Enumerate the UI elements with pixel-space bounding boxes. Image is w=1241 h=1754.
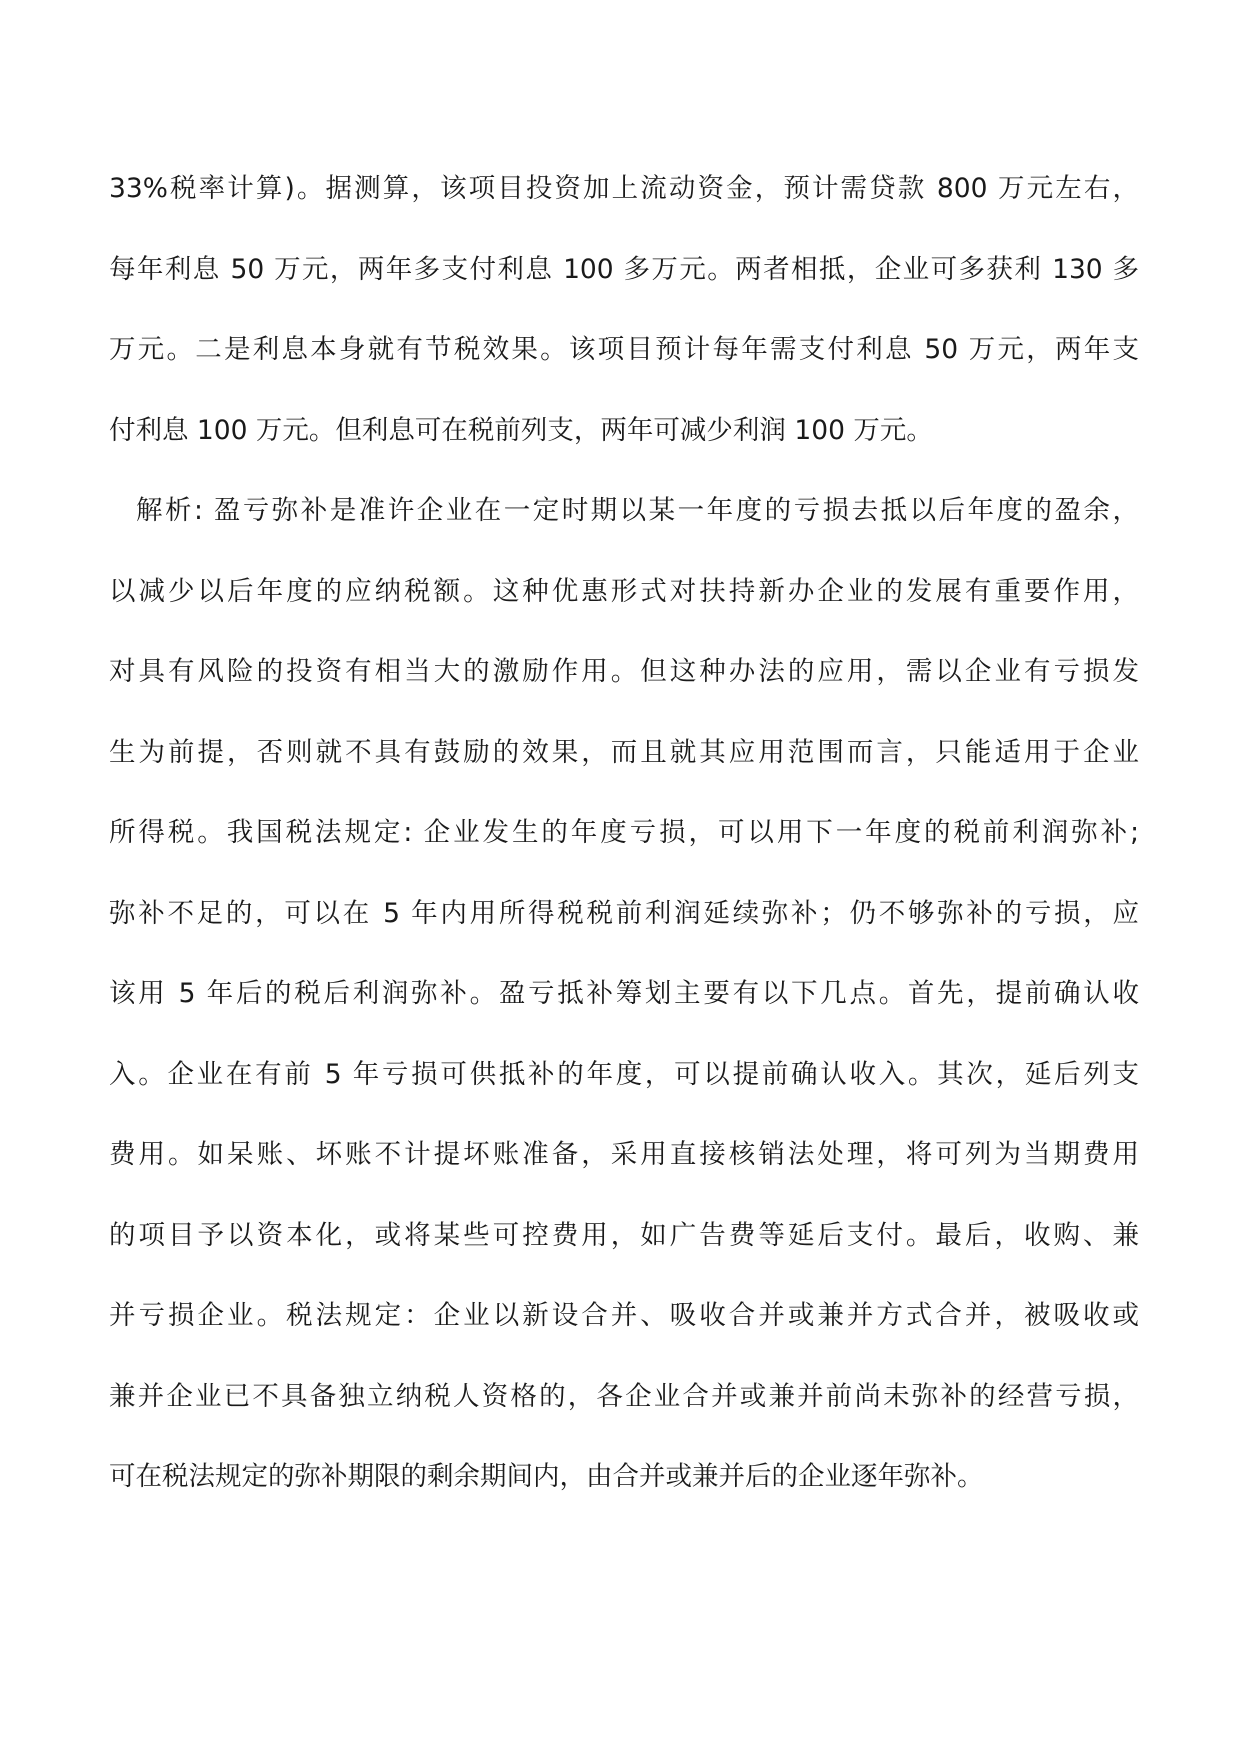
- text-line: 解析: 盈亏弥补是准许企业在一定时期以某一年度的亏损去抵以后年度的盈余，: [136, 495, 1139, 526]
- text-line: 可在税法规定的弥补期限的剩余期间内，由合并或兼并后的企业逐年弥补。: [109, 1461, 984, 1492]
- text-line: 所得税。我国税法规定: 企业发生的年度亏损，可以用下一年度的税前利润弥补;: [109, 817, 1139, 848]
- text-line: 每年利息 50 万元，两年多支付利息 100 多万元。两者相抵，企业可多获利 130 多: [109, 253, 1139, 285]
- text-line: 入。企业在有前 5 年亏损可供抵补的年度，可以提前确认收入。其次，延后列支: [109, 1058, 1139, 1090]
- paragraph-analysis: [109, 487, 1139, 1534]
- text-line: 33%税率计算)。据测算，该项目投资加上流动资金，预计需贷款 800 万元左右，: [109, 173, 1139, 204]
- text-line: 万元。二是利息本身就有节税效果。该项目预计每年需支付利息 50 万元，两年支: [109, 334, 1139, 365]
- text-line: 生为前提，否则就不具有鼓励的效果，而且就其应用范围而言，只能适用于企业: [109, 736, 1139, 768]
- body-text: [109, 165, 1139, 1534]
- text-line: 该用 5 年后的税后利润弥补。盈亏抵补筹划主要有以下几点。首先，提前确认收: [109, 978, 1139, 1009]
- text-line: 费用。如呆账、坏账不计提坏账准备，采用直接核销法处理，将可列为当期费用: [109, 1139, 1139, 1170]
- text-line: 对具有风险的投资有相当大的激励作用。但这种办法的应用，需以企业有亏损发: [109, 656, 1139, 687]
- text-line: 并亏损企业。税法规定：企业以新设合并、吸收合并或兼并方式合并，被吸收或: [109, 1300, 1139, 1331]
- paragraph-continuation: [109, 165, 1139, 487]
- text-line: 弥补不足的，可以在 5 年内用所得税税前利润延续弥补；仍不够弥补的亏损，应: [109, 897, 1139, 929]
- text-line: 的项目予以资本化，或将某些可控费用，如广告费等延后支付。最后，收购、兼: [109, 1219, 1139, 1251]
- text-line: 兼并企业已不具备独立纳税人资格的，各企业合并或兼并前尚未弥补的经营亏损，: [109, 1380, 1139, 1412]
- text-line: 付利息 100 万元。但利息可在税前列支，两年可减少利润 100 万元。: [109, 414, 933, 446]
- text-line: 以减少以后年度的应纳税额。这种优惠形式对扶持新办企业的发展有重要作用，: [109, 575, 1139, 607]
